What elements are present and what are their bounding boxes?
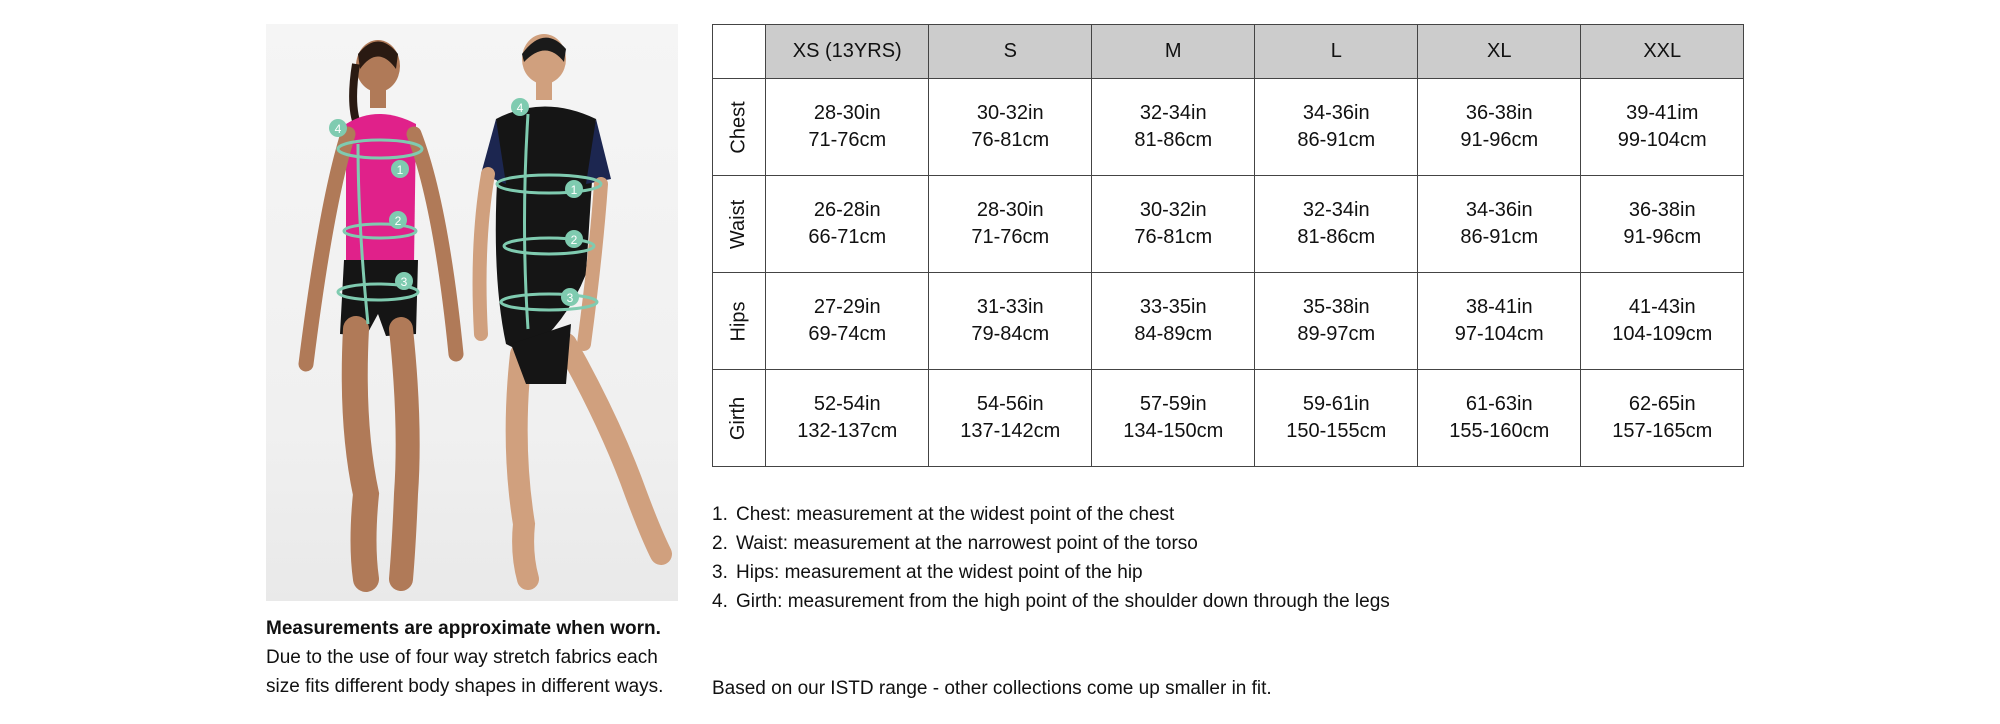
table-row-chest bbox=[713, 79, 1744, 176]
size-chart-table bbox=[712, 24, 1744, 467]
table-cell: 34-36in 86-91cm bbox=[1255, 79, 1418, 176]
photo-caption bbox=[266, 614, 696, 701]
marker-label: 1 bbox=[570, 183, 578, 197]
note-item: 1. Chest: measurement at the widest point of the chest bbox=[712, 504, 1175, 525]
marker-label: 4 bbox=[334, 122, 342, 136]
female-model bbox=[306, 40, 456, 579]
marker-label: 2 bbox=[394, 214, 402, 228]
model-photo bbox=[266, 24, 678, 601]
size-header-xxl: XXL bbox=[1581, 25, 1744, 79]
table-cell: 38-41in 97-104cm bbox=[1418, 273, 1581, 370]
table-cell: 28-30in 71-76cm bbox=[929, 176, 1092, 273]
table-cell: 39-41im 99-104cm bbox=[1581, 79, 1744, 176]
table-row-girth bbox=[713, 370, 1744, 467]
range-footnote: Based on our ISTD range - other collections come up smaller in fit. bbox=[712, 678, 1272, 699]
table-cell: 41-43in 104-109cm bbox=[1581, 273, 1744, 370]
male-model bbox=[480, 34, 661, 579]
note-item: 3. Hips: measurement at the widest point of the hip bbox=[712, 562, 1143, 583]
table-cell: 26-28in 66-71cm bbox=[766, 176, 929, 273]
row-label-chest: Chest bbox=[713, 79, 766, 176]
size-header-row bbox=[713, 25, 1744, 79]
table-cell: 54-56in 137-142cm bbox=[929, 370, 1092, 467]
table-cell: 34-36in 86-91cm bbox=[1418, 176, 1581, 273]
size-header-l: L bbox=[1255, 25, 1418, 79]
table-cell: 32-34in 81-86cm bbox=[1255, 176, 1418, 273]
size-header-xl: XL bbox=[1418, 25, 1581, 79]
table-cell: 27-29in 69-74cm bbox=[766, 273, 929, 370]
marker-label: 3 bbox=[566, 291, 574, 305]
table-cell: 36-38in 91-96cm bbox=[1418, 79, 1581, 176]
size-header-m: M bbox=[1092, 25, 1255, 79]
size-header-xs: XS (13YRS) bbox=[766, 25, 929, 79]
row-label-waist: Waist bbox=[713, 176, 766, 273]
table-cell: 28-30in 71-76cm bbox=[766, 79, 929, 176]
table-cell: 57-59in 134-150cm bbox=[1092, 370, 1255, 467]
note-item: 4. Girth: measurement from the high point of the shoulder down through the legs bbox=[712, 591, 1390, 612]
table-cell: 62-65in 157-165cm bbox=[1581, 370, 1744, 467]
row-label-girth: Girth bbox=[713, 370, 766, 467]
marker-label: 3 bbox=[400, 275, 408, 289]
size-header-s: S bbox=[929, 25, 1092, 79]
caption-heading: Measurements are approximate when worn. bbox=[266, 618, 661, 639]
marker-label: 4 bbox=[516, 101, 524, 115]
table-corner-cell bbox=[713, 25, 766, 79]
table-cell: 35-38in 89-97cm bbox=[1255, 273, 1418, 370]
marker-label: 2 bbox=[570, 233, 578, 247]
marker-label: 1 bbox=[396, 163, 404, 177]
table-cell: 33-35in 84-89cm bbox=[1092, 273, 1255, 370]
table-cell: 36-38in 91-96cm bbox=[1581, 176, 1744, 273]
table-cell: 30-32in 76-81cm bbox=[929, 79, 1092, 176]
caption-line: Due to the use of four way stretch fabrics each bbox=[266, 647, 658, 668]
table-cell: 32-34in 81-86cm bbox=[1092, 79, 1255, 176]
measurement-notes bbox=[712, 500, 1390, 616]
table-row-waist bbox=[713, 176, 1744, 273]
table-cell: 30-32in 76-81cm bbox=[1092, 176, 1255, 273]
table-row-hips bbox=[713, 273, 1744, 370]
table-cell: 61-63in 155-160cm bbox=[1418, 370, 1581, 467]
models-illustration bbox=[266, 24, 678, 601]
caption-line: size fits different body shapes in different ways. bbox=[266, 676, 664, 697]
note-item: 2. Waist: measurement at the narrowest point of the torso bbox=[712, 533, 1198, 554]
table-cell: 52-54in 132-137cm bbox=[766, 370, 929, 467]
table-cell: 59-61in 150-155cm bbox=[1255, 370, 1418, 467]
table-cell: 31-33in 79-84cm bbox=[929, 273, 1092, 370]
row-label-hips: Hips bbox=[713, 273, 766, 370]
